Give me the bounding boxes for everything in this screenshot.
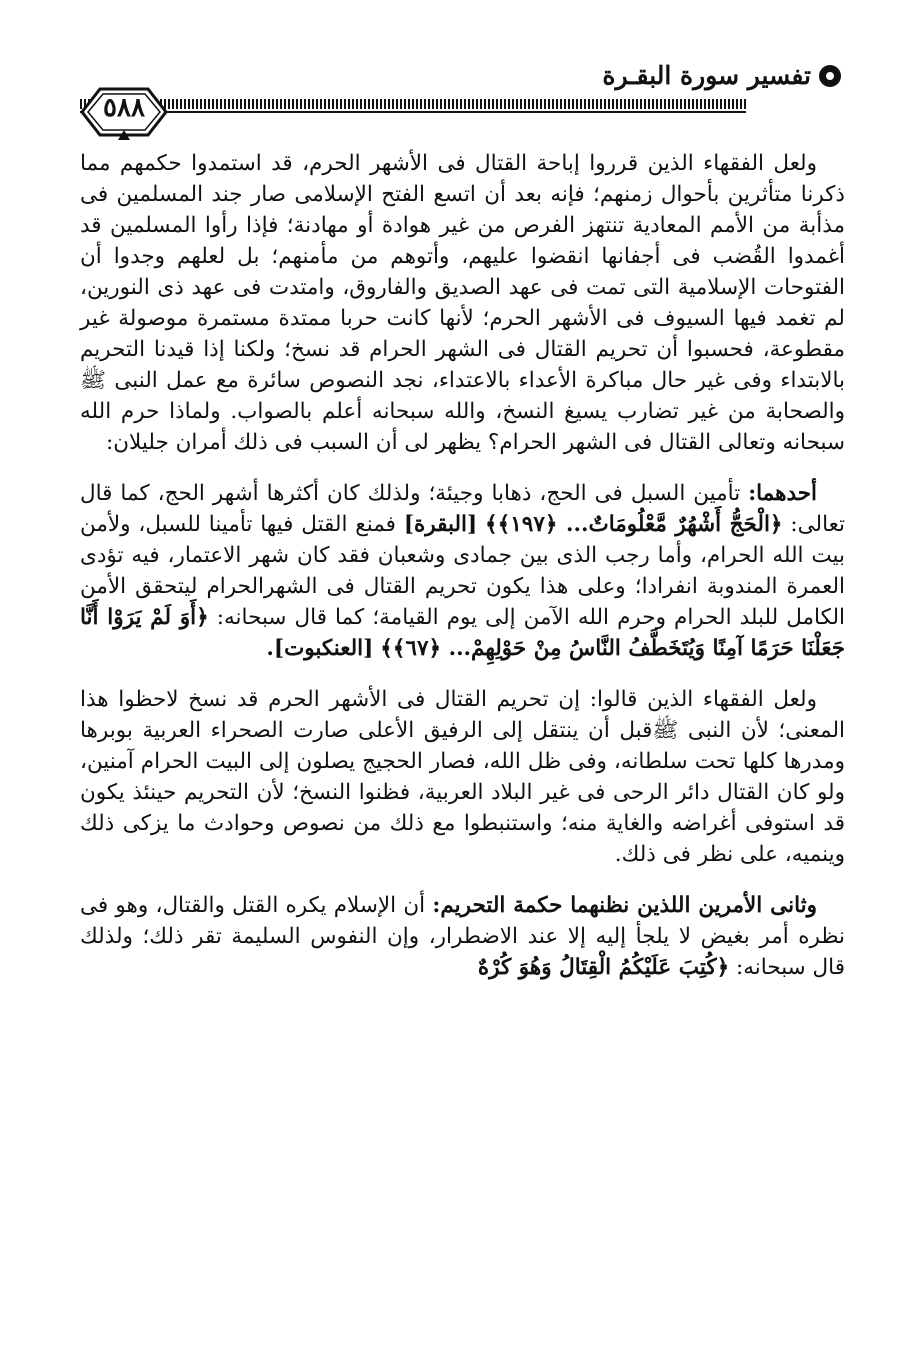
paragraph-2-text-b: فمنع القتل فيها تأمينا للسبل، ولأمن بيت الله الحرام، وأما رجب الذى بين جمادى وشعبان فقد كان شهر الاعتمار، فيه تؤدى العمرة المندوبة انفرادا؛ وعلى هذا يكون تحريم القتال فى الشهرالحرام ليتحقق الأمن الكامل للبلد الحرام وحرم الله الآمن إلى يوم القيامة؛ كما قال سبحانه: (80, 512, 846, 630)
page-number: ٥٨٨ (103, 93, 145, 123)
running-title (602, 61, 841, 90)
header-rule-thin (80, 111, 746, 113)
paragraph-4-lead: وثانى الأمرين اللذين نظنهما حكمة التحريم: (432, 893, 817, 918)
paragraph-2-text-a: تأمين السبل فى الحج، ذهابا وجيئة؛ ولذلك كان أكثرها أشهر الحج، كما قال تعالى: (80, 481, 846, 537)
running-title-text: تفسير سورة البقـرة (602, 61, 811, 90)
page-body (80, 148, 845, 983)
quran-quote-3: ﴿كُتِبَ عَلَيْكُمُ الْقِتَالُ وَهُوَ كُرْهٌ (477, 955, 730, 980)
paragraph-4-text: أن الإسلام يكره القتل والقتال، وهو فى نظره أمر بغيض لا يلجأ إليه إلا عند الاضطرار، وإن النفوس السليمة تقر ذلك؛ ولذلك قال سبحانه: (80, 893, 845, 980)
paragraph-4 (80, 890, 845, 983)
header-rule (80, 99, 746, 109)
paragraph-3: ولعل الفقهاء الذين قالوا: إن تحريم القتال فى الأشهر الحرم قد نسخ لاحظوا هذا المعنى؛ لأن النبى ﷺقبل أن ينتقل إلى الرفيق الأعلى صارت الصحراء العربية بوبرها ومدرها كلها تحت سلطانه، وفى ظل الله، فصار الحجيج يصلون إلى البيت الحرام آمنين، ولو كان القتال دائر الرحى فى غير البلاد العربية، فظنوا النسخ؛ لأن التحريم حينئذ يكون قد استوفى أغراضه والغاية منه؛ واستنبطوا مع ذلك من نصوص وحوادث ما يزكى ذلك وينميه، على نظر فى ذلك. (80, 687, 845, 867)
page-header (80, 55, 841, 145)
paragraph-2 (80, 478, 845, 664)
surah-ref-2: [العنكبوت]. (266, 636, 374, 661)
quran-quote-1: ﴿الْحَجُّ أَشْهُرٌ مَّعْلُومَاتٌ... ﴿١٩٧﴾﴾ (485, 512, 783, 537)
page-number-frame (78, 83, 170, 137)
paragraph-2-lead: أحدهما: (748, 481, 817, 506)
paragraph-1: ولعل الفقهاء الذين قرروا إباحة القتال فى الأشهر الحرم، قد استمدوا حكمهم مما ذكرنا متأثرين بأحوال زمنهم؛ فإنه بعد أن اتسع الفتح الإسلامى صار جند المسلمين فى مذأبة من الأمم المعادية تنتهز الفرص من غير هوادة أو مهادنة؛ فإذا رأوا المسلمين قد أغمدوا القُضب فى أجفانها انقضوا عليهم، وأتوهم من مأمنهم؛ بل لعلهم وجدوا أن الفتوحات الإسلامية التى تمت فى عهد الصديق والفاروق، وامتدت فى عهد ذى النورين، لم تغمد فيها السيوف فى الأشهر الحرم؛ لأنها كانت حربا ممتدة مستمرة موصولة غير مقطوعة، فحسبوا أن تحريم القتال فى الشهر الحرام قد نسخ؛ ولكنا إذا قيدنا التحريم بالابتداء وفى غير حال مباكرة الأعداء بالاعتداء، نجد النصوص سائرة مع عمل النبى ﷺ والصحابة من غير تضارب يسيغ النسخ، والله سبحانه أعلم بالصواب. ولماذا حرم الله سبحانه وتعالى القتال فى الشهر الحرام؟ يظهر لى أن السبب فى ذلك أمران جليلان: (80, 151, 845, 455)
quran-quote-2: ﴿أَوَ لَمْ يَرَوْا أَنَّا جَعَلْنَا حَرَمًا آمِنًا وَيُتَخَطَّفُ النَّاسُ مِنْ حَوْلِهِمْ... ﴿٦٧﴾﴾ (80, 605, 845, 661)
ornament-icon (819, 65, 841, 87)
surah-ref-1: [البقرة] (403, 512, 478, 537)
